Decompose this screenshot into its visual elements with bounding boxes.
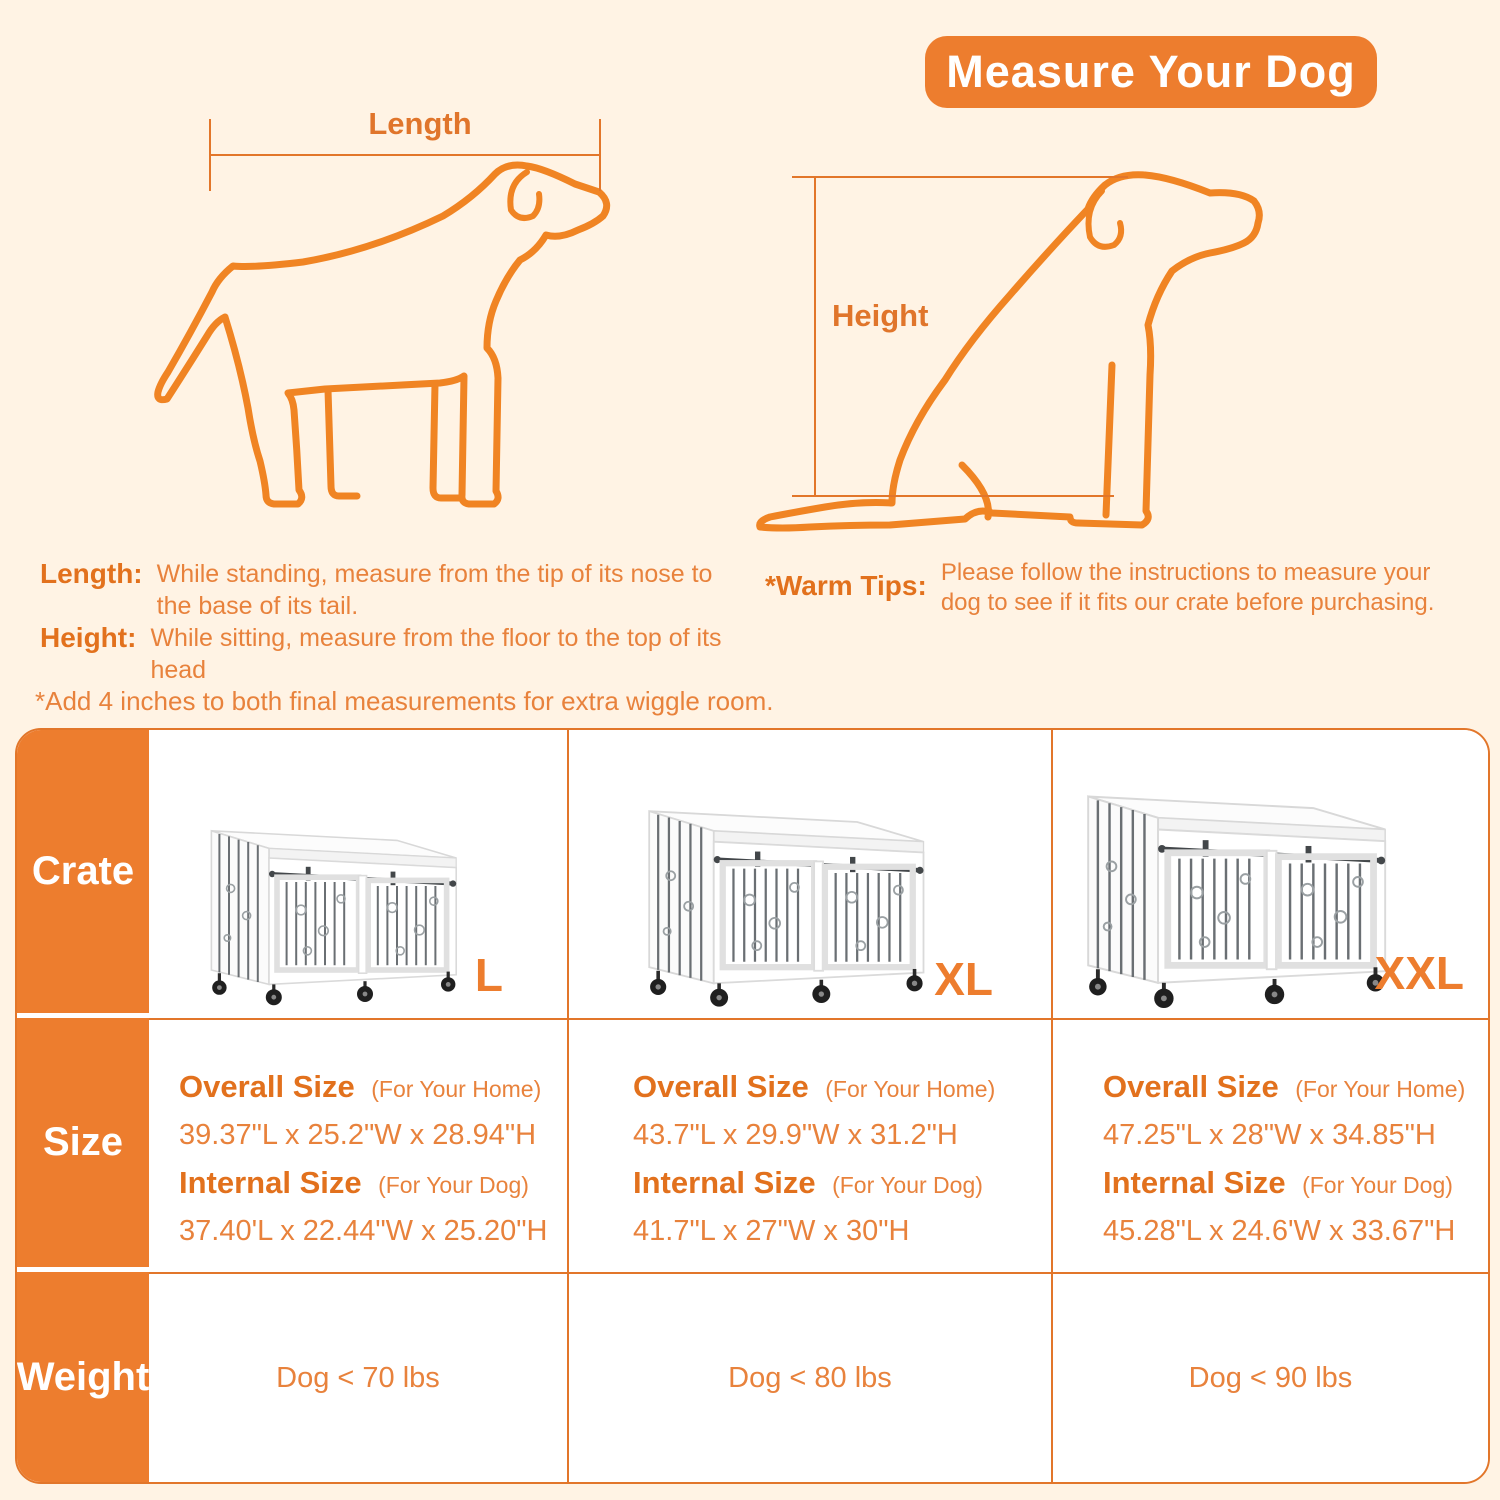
warm-tips-label: *Warm Tips: xyxy=(765,570,927,601)
crate-image-l xyxy=(189,786,461,1010)
overall-dims-l: 39.37"L x 25.2"W x 28.94"H xyxy=(179,1119,537,1151)
size-comparison-table xyxy=(15,728,1490,1484)
overall-size-note: (For Your Home) xyxy=(371,1076,542,1102)
weight-cell-xxl xyxy=(1051,1272,1488,1482)
size-cell-l xyxy=(149,1018,567,1272)
overall-size-title: Overall Size xyxy=(633,1069,809,1104)
row-header-weight: Weight xyxy=(17,1272,149,1482)
size-cell-xl xyxy=(567,1018,1051,1272)
length-tick-right xyxy=(599,119,601,191)
internal-size-note: (For Your Dog) xyxy=(1302,1172,1453,1198)
variant-label-l: L xyxy=(474,949,503,1001)
height-instruction xyxy=(40,622,740,686)
internal-dims-xl: 41.7"L x 27"W x 30"H xyxy=(633,1215,910,1247)
crate-image-xl xyxy=(624,761,929,1012)
warm-tips-text: Please follow the instructions to measure your dog to see if it fits our crate before purchasing. xyxy=(940,559,1435,616)
length-measure-label: Length xyxy=(368,106,472,141)
length-instruction-text: While standing, measure from the tip of its nose to the base of its tail. xyxy=(156,560,713,620)
length-tick-left xyxy=(209,119,211,191)
overall-size-note: (For Your Home) xyxy=(825,1076,996,1102)
page-title: Measure Your Dog xyxy=(946,46,1356,97)
length-instruction-label: Length: xyxy=(40,558,143,589)
weight-value-l: Dog < 70 lbs xyxy=(276,1361,440,1394)
crate-cell-xxl xyxy=(1051,730,1488,1018)
internal-size-note: (For Your Dog) xyxy=(378,1172,529,1198)
warm-tips xyxy=(765,558,1445,618)
internal-dims-l: 37.40'L x 22.44"W x 25.20"H xyxy=(179,1215,548,1247)
length-measure-line xyxy=(210,154,600,156)
weight-value-xl: Dog < 80 lbs xyxy=(728,1361,892,1394)
weight-cell-xl xyxy=(567,1272,1051,1482)
variant-label-xxl: XXL xyxy=(1374,947,1464,999)
overall-size-title: Overall Size xyxy=(1103,1069,1279,1104)
crate-image-xxl xyxy=(1061,742,1391,1014)
overall-dims-xxl: 47.25"L x 28"W x 34.85"H xyxy=(1103,1119,1436,1151)
height-measure-label: Height xyxy=(832,298,929,333)
row-header-size: Size xyxy=(17,1018,149,1272)
height-instruction-label: Height: xyxy=(40,622,137,653)
overall-dims-xl: 43.7"L x 29.9"W x 31.2"H xyxy=(633,1119,958,1151)
crate-cell-l xyxy=(149,730,567,1018)
internal-size-title: Internal Size xyxy=(179,1165,362,1200)
title-badge xyxy=(925,36,1377,108)
length-instruction xyxy=(40,558,740,622)
row-header-crate: Crate xyxy=(17,730,149,1018)
internal-dims-xxl: 45.28"L x 24.6'W x 33.67"H xyxy=(1103,1215,1456,1247)
height-instruction-text: While sitting, measure from the floor to the top of its head xyxy=(150,624,722,684)
wiggle-room-note: *Add 4 inches to both final measurements for extra wiggle room. xyxy=(35,686,774,716)
height-measure-line xyxy=(814,177,816,497)
size-cell-xxl xyxy=(1051,1018,1488,1272)
sitting-dog-outline xyxy=(740,165,1270,535)
height-tick-top xyxy=(792,176,1128,178)
weight-value-xxl: Dog < 90 lbs xyxy=(1188,1361,1353,1394)
internal-size-title: Internal Size xyxy=(633,1165,816,1200)
variant-label-xl: XL xyxy=(934,953,993,1005)
standing-dog-outline xyxy=(145,110,615,530)
overall-size-note: (For Your Home) xyxy=(1295,1076,1466,1102)
internal-size-title: Internal Size xyxy=(1103,1165,1286,1200)
crate-cell-xl xyxy=(567,730,1051,1018)
overall-size-title: Overall Size xyxy=(179,1069,355,1104)
weight-cell-l xyxy=(149,1272,567,1482)
internal-size-note: (For Your Dog) xyxy=(832,1172,983,1198)
height-tick-bottom xyxy=(792,495,1114,497)
